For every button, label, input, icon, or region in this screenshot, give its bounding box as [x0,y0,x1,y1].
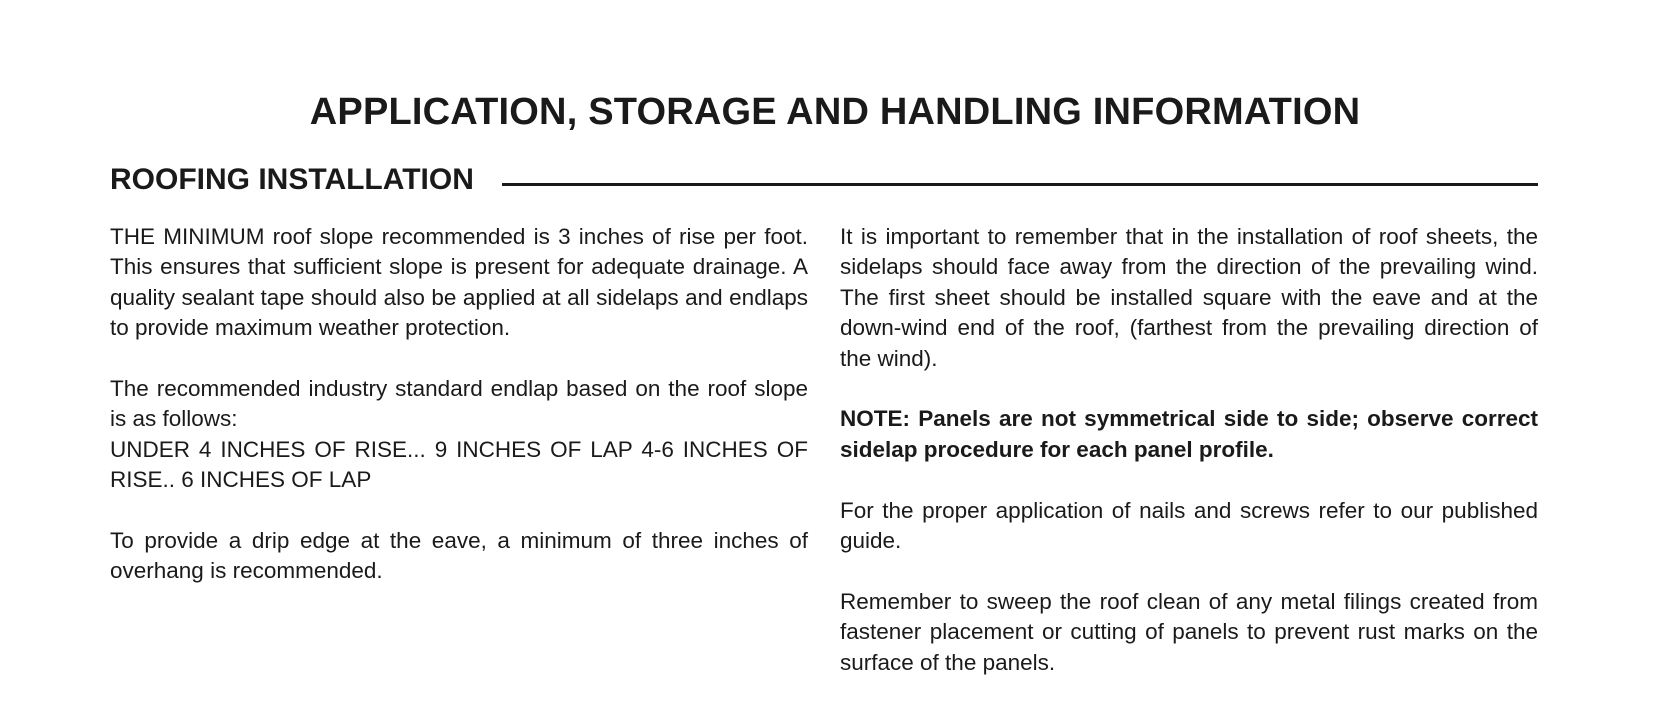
section-title: ROOFING INSTALLATION [110,163,474,196]
page-title: APPLICATION, STORAGE AND HANDLING INFORMATION [309,91,1361,133]
endlap-intro: The recommended industry standard endlap based on the roof slope is as follows: [110,376,808,432]
endlap-paragraph [110,374,808,496]
sidelap-direction-paragraph: It is important to remember that in the installation of roof sheets, the sidelaps should face away from the direction of the prevailing wind. The first sheet should be installed square with the eave and at the down-wind end of the roof, (farthest from the prevailing direction of the wind). [840,224,1538,371]
drip-edge-paragraph: To provide a drip edge at the eave, a minimum of three inches of overhang is recommended. [110,528,808,584]
minimum-slope-paragraph: THE MINIMUM roof slope recommended is 3 inches of rise per foot. This ensures that sufficient slope is present for adequate drainage. A quality sealant tape should also be applied at all sidelaps and endlaps to provide maximum weather protection. [110,224,808,341]
cleanup-paragraph: Remember to sweep the roof clean of any metal filings created from fastener placement or cutting of panels to prevent rust marks on the surface of the panels. [840,588,1538,675]
endlap-spec: UNDER 4 INCHES OF RISE... 9 INCHES OF LAP 4-6 INCHES OF RISE.. 6 INCHES OF LAP [110,436,808,493]
right-column [840,222,1538,708]
panel-symmetry-note: NOTE: Panels are not symmetrical side to side; observe correct sidelap procedure for each panel profile. [840,406,1538,462]
left-column [110,222,808,617]
section-header [110,162,1538,198]
section-divider [502,183,1538,186]
fastener-guide-paragraph: For the proper application of nails and screws refer to our published guide. [840,497,1538,554]
